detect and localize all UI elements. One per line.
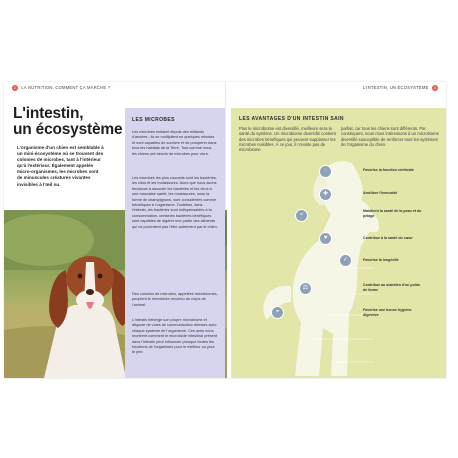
benefit-digestion: Favorise une bonne hygiène digestive — [363, 308, 412, 317]
weight-icon: ⚖ — [299, 282, 312, 295]
benefit-immunity: Améliore l'immunité — [363, 191, 398, 195]
brain-icon: ◌ — [319, 165, 332, 178]
advantages-column-1: Plus le microbiome est diversifié, meilleure sera la santé du système. Un microbiome diversifié contient des microbes bénéfiques qui peuvent supplanter les microbes nuisibles. À ce jour, il n'existe pas de microbiome — [239, 126, 336, 153]
right-page-number: 3 — [433, 86, 437, 90]
advantages-heading: LES AVANTAGES D'UN INTESTIN SAIN — [239, 116, 344, 122]
left-page-number: 2 — [13, 86, 17, 90]
dog-silhouette — [231, 108, 446, 378]
microbes-heading: LES MICROBES — [132, 117, 175, 123]
page-title: L'intestin, un écosystème — [13, 105, 123, 138]
immunity-icon: ✚ — [319, 188, 332, 201]
benefit-weight: Contribue au maintien d'un poids de forme — [363, 283, 420, 292]
microbes-paragraph-1: Les microbes existent depuis des milliards d'années ; ils se multiplient en quelques minutes et sont capables de survivre et de prospérer dans tous les habitats de la Terre. Tout comme nous, les chiens ont besoin de microbes pour vivre. — [132, 130, 217, 156]
heart-icon: ♥ — [319, 232, 332, 245]
microbes-sidebar — [125, 108, 225, 378]
microbes-paragraph-4: L'intestin héberge son propre microbiome et dispose de voies de communication directes avec chaque système de l'organisme. Ces axes nous montrent comment le microbiote intestinal présent dans l'intestin peut influencer presque toutes les fonctions de l'organisme pour le meilleur ou pour le pire. — [132, 318, 218, 355]
fur-icon: ≈ — [295, 209, 308, 222]
benefit-heart: Contribue à la santé du cœur — [363, 236, 413, 240]
benefit-brain: Favorise la fonction cérébrale — [363, 168, 414, 172]
left-running-header — [10, 85, 110, 91]
benefit-longevity: Favorise la longévité — [363, 258, 399, 262]
book-spread — [4, 82, 446, 378]
right-header-title: L'INTESTIN, UN ÉCOSYSTÈME — [362, 85, 429, 91]
advantages-panel — [231, 108, 446, 378]
right-running-header — [363, 85, 440, 91]
intro-paragraph: L'organisme d'un chien est semblable à un mini-écosystème où se trouvent des colonies de microbes, tant à l'intérieur qu'à l'extérieur. Également appelés micro-organismes, les microbes sont de minuscules créatures vivantes invisibles à l'œil nu. — [17, 145, 104, 187]
left-header-title: LA NUTRITION, COMMENT ÇA MARCHE ? — [21, 85, 111, 91]
digestion-icon: ◓ — [271, 306, 284, 319]
longevity-icon: ✓ — [339, 254, 352, 267]
microbes-paragraph-3: Des colonies de microbes, appelées microbiomes, peuplent le microbiote reconnu du corps de l'animal. — [132, 292, 218, 307]
benefit-skin-coat: Maintient la santé de la peau et du pelage — [363, 209, 422, 218]
microbes-paragraph-2: Les microbes les plus courants sont les bactéries, les virus et les moisissures. Alors que nous avons tendance à associer les bactéries et les virus à une mauvaise santé, les moisissures, sous la forme de champignons, sont considérées comme bénéfiques à l'organisme. Toutefois, dans l'intestin, les bactéries sont indispensables à la consommation, certaines bactéries bénéfiques sont capables de digérer une partie des aliments qui ne pourraient pas l'être autrement par le chien. — [132, 176, 218, 229]
advantages-column-2: parfait, car tous les chiens sont différents. Par conséquent, nous nous intéressons à un microbiome diversifié susceptible de renforcer tous les systèmes de l'organisme du chien. — [341, 126, 439, 147]
